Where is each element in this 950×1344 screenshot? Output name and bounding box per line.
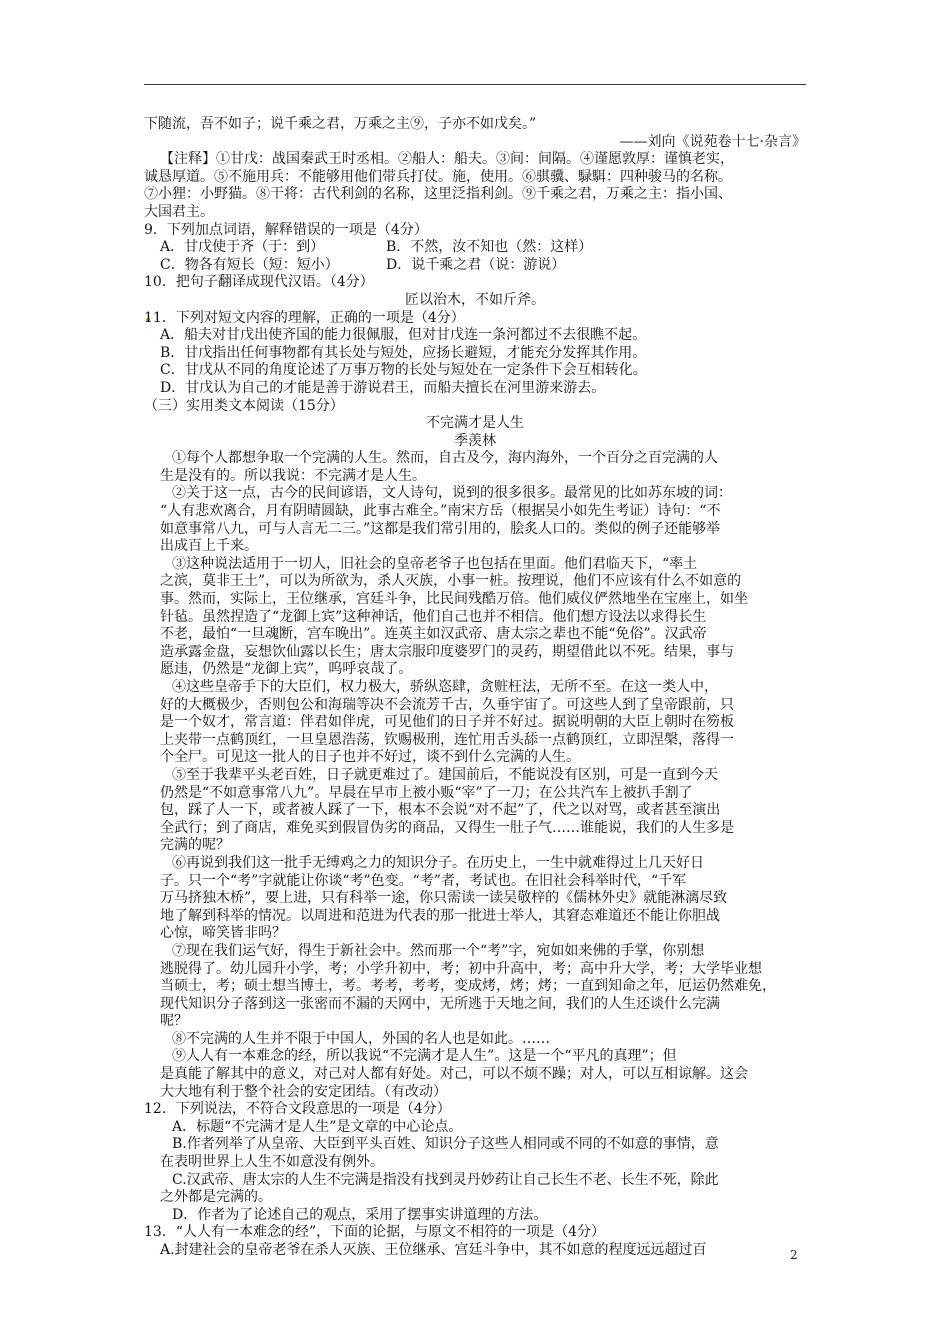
essay-author: 季羡林	[454, 432, 496, 449]
essay-line: 不老，最怕“一旦魂断，宫车晚出”。连英主如汉武帝、唐太宗之辈也不能“免俗”。汉武帝	[160, 626, 707, 643]
essay-line: “人有悲欢离合，月有阴晴圆缺，此事古难全。”南宋方岳（根据吴小如先生考证）诗句：“不	[160, 503, 721, 520]
essay-line: ①每个人都想争取一个完满的人生。然而，自古及今，海内海外，一个百分之百完满的人	[172, 450, 718, 467]
essay-title: 不完满才是人生	[426, 415, 524, 432]
q13-option-a: A.封建社会的皇帝老爷在杀人灭族、王位继承、宫廷斗争中，其不如意的程度远远超过百	[160, 1242, 707, 1258]
q12-option-line: A．标题“不完满才是人生”是文章的中心论点。	[172, 1118, 463, 1135]
essay-line: 造承露金盘，妄想饮仙露以长生；唐太宗服印度婆罗门的灵药，期望借此以不死。结果，事与	[160, 643, 734, 660]
essay-line: 是一个奴才，常言道：伴君如伴虎，可见他们的日子并不好过。据说明朝的大臣上朝时在笏板	[160, 714, 734, 731]
q12-option-line: 在表明世界上人生不如意没有例外。	[160, 1154, 384, 1171]
q11-option-c: C．甘戊从不同的角度论述了万事万物的长处与短处在一定条件下会互相转化。	[160, 362, 647, 379]
essay-line: ④这些皇帝手下的大臣们，权力极大，骄纵恣肆，贪赃枉法，无所不至。在这一类人中，	[172, 679, 718, 695]
essay-line: ⑧不完满的人生并不限于中国人，外国的名人也是如此。……	[172, 1030, 550, 1047]
q11-option-a: A．船夫对甘戊出使齐国的能力很佩服，但对甘戊连一条河都过不去很瞧不起。	[160, 327, 647, 344]
q12-option-line: 之外都是完满的。	[160, 1189, 272, 1206]
essay-line: 事。然而，实际上，王位继承，宫廷斗争，比民间残酷万倍。他们威仪俨然地坐在宝座上，如坐	[160, 591, 748, 608]
essay-line: 仍然是“不如意事常八九”。早晨在早市上被小贩“宰”了一刀；在公共汽车上被扒手割了	[160, 784, 693, 801]
passage-source: ——刘向《说苑卷十七·杂言》	[619, 133, 806, 150]
essay-line: 好的大概极少，否则包公和海瑞等决不会流芳千古，久垂宇宙了。可这些人到了皇帝跟前，只	[160, 696, 734, 713]
q12-option-line: B.作者列举了从皇帝、大臣到平头百姓、知识分子这些人相同或不同的不如意的事情，意	[172, 1136, 719, 1153]
essay-line: ⑨人人有一本难念的经，所以我说“不完满才是人生”。这是一个“平凡的真理”；但	[172, 1048, 677, 1065]
essay-line: 如意事常八九，可与人言无二三。”这都是我们常引用的，脍炙人口的。类似的例子还能够举	[160, 520, 721, 537]
notes-line: 诚恳厚道。⑤不施用兵：不能够用他们带兵打仗。施，使用。⑥骐骥、騄駬：四种骏马的名称。	[144, 168, 732, 185]
q12-option-line: C.汉武帝、唐太宗的人生不完满是指没有找到灵丹妙药让自己长生不老、长生不死，除此	[172, 1171, 719, 1188]
notes-line: ⑦小狸：小野猫。⑧干将：古代利剑的名称，这里泛指利剑。⑨千乘之君，万乘之主：指小国、	[144, 186, 732, 203]
essay-line: ⑦现在我们运气好，得生于新社会中。然而那一个“考”字，宛如如来佛的手掌，你别想	[172, 942, 705, 959]
essay-line: 生是没有的。所以我说：不完满才是人生。	[160, 467, 426, 484]
q13-stem: 13．“人人有一本难念的经”，下面的论据，与原文不相符的一项是（4分）	[144, 1224, 606, 1241]
essay-line: ②关于这一点，古今的民间谚语，文人诗句，说到的很多很多。最常见的比如苏东坡的词：	[172, 485, 732, 502]
essay-line: 当硕士，考；硕士想当博士，考。考考，考考，变成烤，烤；烤；一直到知命之年，厄运仍然难免，	[160, 978, 776, 995]
essay-line: ③这种说法适用于一切人，旧社会的皇帝老爷子也包括在里面。他们君临天下，“率土	[172, 555, 698, 572]
essay-line: 之滨，莫非王土”，可以为所欲为，杀人灭族，小事一桩。按理说，他们不应该有什么不如意的	[160, 573, 742, 590]
page-content	[144, 116, 806, 1260]
q11-option-d: D．甘戊认为自己的才能是善于游说君王，而船夫擅长在河里游来游去。	[160, 379, 606, 396]
essay-line: 逃脱得了。幼儿园升小学，考；小学升初中，考；初中升高中，考；高中升大学，考；大学毕业想	[160, 960, 762, 977]
q12-stem: 12．下列说法，不符合文段意思的一项是（4分）	[144, 1101, 451, 1118]
essay-line: 呢？	[160, 1013, 188, 1030]
essay-line: 子。只一个“考”字就能让你谈“考”色变。“考”者，考试也。在旧社会科举时代，“千军	[160, 872, 687, 889]
q9-option-c: C．物各有短长（短：短小）	[160, 256, 339, 273]
q12-option-line: D．作者为了论述自己的观点，采用了摆事实讲道理的方法。	[172, 1206, 548, 1223]
essay-line: 上夹带一点鹤顶红，一旦皇恩浩荡，钦赐极刑，连忙用舌头舔一点鹤顶红，立即涅槃，落得一	[160, 731, 734, 748]
q9-option-d: D．说千乘之君（说：游说）	[386, 256, 566, 273]
essay-body	[144, 450, 806, 1101]
section-heading: （三）实用类文本阅读（15分）	[144, 397, 344, 414]
essay-line: ⑥再说到我们这一批手无缚鸡之力的知识分子。在历史上，一生中就难得过上几天好日	[172, 854, 704, 871]
essay-line: 心惊，啼笑皆非吗？	[160, 925, 286, 942]
essay-line: 地了解到科举的情况。以周进和范进为代表的那一批进士举人，其窘态难道还不能让你胆战	[160, 907, 720, 924]
page-number: 2	[790, 1248, 798, 1262]
essay-line: 完满的呢？	[160, 837, 230, 854]
header-rule	[144, 84, 806, 85]
essay-line: 是真能了解其中的意义，对己对人都有好处。对己，可以不烦不躁；对人，可以互相谅解。这会	[160, 1066, 748, 1083]
notes-line: 【注释】①甘戊：战国秦武王时丞相。②船人：船夫。③间：间隔。④谨愿敦厚：谨慎老实，	[160, 151, 734, 168]
notes-line: 大国君主。	[144, 203, 214, 220]
q11-option-b: B．甘戊指出任何事物都有其长处与短处，应扬长避短，才能充分发挥其作用。	[160, 344, 647, 361]
q9-stem: 9．下列加点词语，解释错误的一项是（4分）	[144, 221, 428, 238]
essay-line: 现代知识分子落到这一张密而不漏的天网中，无所逃于天地之间，我们的人生还谈什么完满	[160, 995, 720, 1012]
q9-options-ab	[144, 239, 806, 257]
q9-options-cd	[144, 257, 806, 275]
passage-end-line: 下随流，吾不如子；说千乘之君，万乘之主⑨，子亦不如戊矣。”	[144, 116, 537, 132]
q9-option-b: B．不然，汝不知也（然：这样）	[386, 239, 593, 256]
essay-line: 包，踩了人一下，或者被人踩了一下，根本不会说“对不起”了，代之以对骂，或者甚至演出	[160, 802, 721, 819]
q9-option-a: A．甘戊使于齐（于：到）	[160, 239, 325, 256]
essay-line: 大大地有利于整个社会的安定团结。（有改动）	[160, 1083, 447, 1100]
essay-line: 出成百上千来。	[160, 538, 258, 555]
essay-line: 愿违，仍然是“龙御上宾”，呜呼哀哉了。	[160, 661, 413, 678]
essay-line: 万马挤独木桥”，要上进，只有科举一途，你只需读一读吴敬梓的《儒林外史》就能淋漓尽致	[160, 890, 728, 907]
essay-line: ⑤至于我辈平头老百姓，日子就更难过了。建国前后，不能说没有区别，可是一直到今天	[172, 766, 718, 783]
q10-sentence: 匠以治木，不如斤斧。	[405, 291, 545, 308]
q11-stem: 11．下列对短文内容的理解，正确的一项是（4分）	[144, 309, 465, 326]
q10-stem: 10．把句子翻译成现代汉语。（4分）	[144, 274, 374, 291]
essay-line: 个全尸。可见这一批人的日子也并不好过，谈不到什么完满的人生。	[160, 749, 580, 766]
q12-options	[144, 1119, 806, 1225]
essay-line: 针毡。虽然捏造了“龙御上宾”这种神话，他们自己也并不相信。他们想方设法以求得长生	[160, 608, 707, 625]
essay-line: 全武行；到了商店，难免买到假冒伪劣的商品，又得生一肚子气……谁能说，我们的人生多是	[160, 819, 734, 836]
